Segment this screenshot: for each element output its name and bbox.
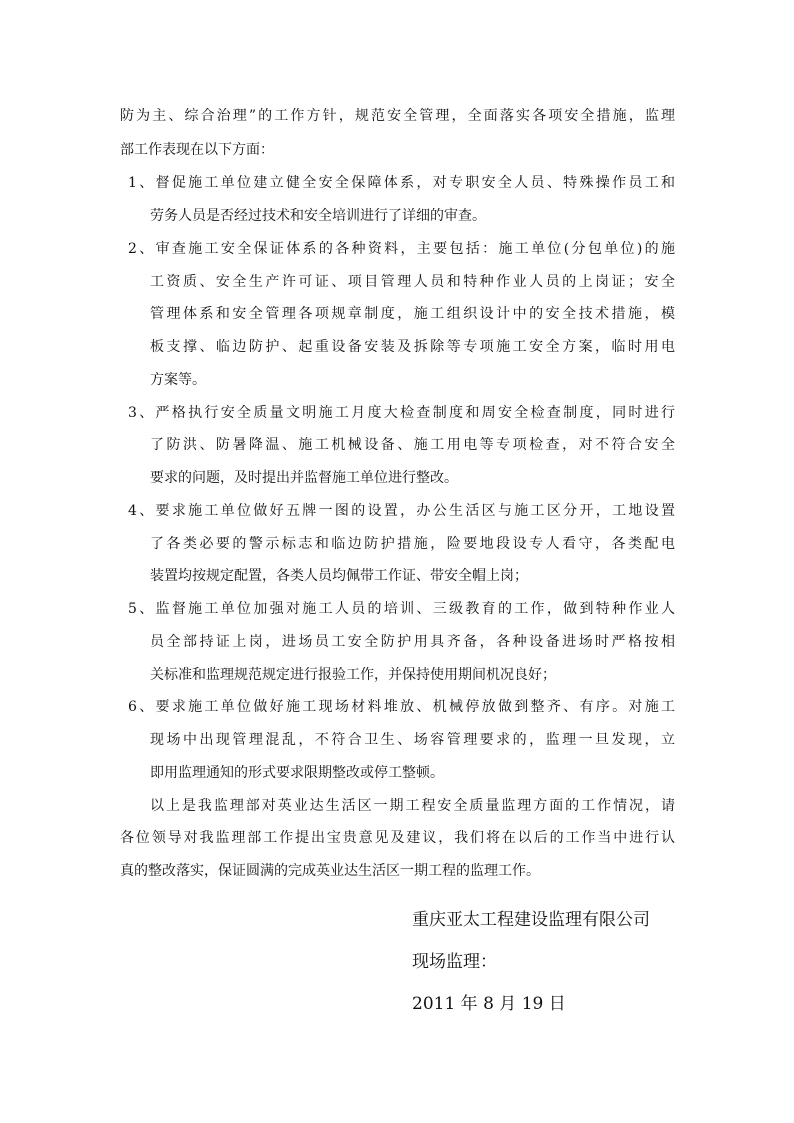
intro-line: 部工作表现在以下方面：: [120, 142, 274, 158]
list-item-5-line: 5、监督施工单位加强对施工人员的培训、三级教育的工作，做到特种作业人: [128, 601, 675, 617]
list-item-1-line: 1、督促施工单位建立健全安全保障体系，对专职安全人员、特殊操作员工和: [128, 175, 675, 191]
list-item-6-line: 即用监理通知的形式要求限期整改或停工整顿。: [150, 765, 444, 781]
list-item-4-line: 4、要求施工单位做好五牌一图的设置，办公生活区与施工区分开，工地设置: [128, 503, 675, 519]
list-item-6-line: 现场中出现管理混乱，不符合卫生、场容管理要求的，监理一旦发现，立: [150, 732, 675, 748]
list-item-2-line: 管理体系和安全管理各项规章制度，施工组织设计中的安全技术措施，模: [150, 306, 675, 322]
list-item-6-line: 6、要求施工单位做好施工现场材料堆放、机械停放做到整齐、有序。对施工: [128, 699, 675, 715]
list-item-1-line: 劳务人员是否经过技术和安全培训进行了详细的审查。: [150, 208, 486, 224]
signature-date: 2011 年 8 月 19 日: [412, 994, 566, 1014]
closing-line: 以上是我监理部对英业达生活区一期工程安全质量监理方面的工作情况，请: [150, 798, 675, 814]
list-item-2-line: 方案等。: [150, 372, 206, 388]
list-item-5-line: 员全部持证上岗，进场员工安全防护用具齐备，各种设备进场时严格按相: [150, 634, 675, 650]
signature-role: 现场监理：: [412, 952, 497, 972]
list-item-3-line: 要求的问题，及时提出并监督施工单位进行整改。: [150, 470, 458, 486]
list-item-4-line: 了各类必要的警示标志和临边防护措施，险要地段设专人看守，各类配电: [150, 536, 675, 552]
list-item-5-line: 关标准和监理规范规定进行报验工作，并保持使用期间机况良好；: [150, 667, 556, 683]
list-item-3-line: 了防洪、防暑降温、施工机械设备、施工用电等专项检查，对不符合安全: [150, 437, 675, 453]
list-item-2-line: 工资质、安全生产许可证、项目管理人员和特种作业人员的上岗证；安全: [150, 274, 675, 290]
signature-company: 重庆亚太工程建设监理有限公司: [412, 910, 650, 930]
list-item-2-line: 板支撑、临边防护、起重设备安装及拆除等专项施工安全方案，临时用电: [150, 339, 675, 355]
intro-line: 防为主、综合治理”的工作方针，规范安全管理，全面落实各项安全措施，监理: [120, 108, 675, 124]
list-item-4-line: 装置均按规定配置，各类人员均佩带工作证、带安全帽上岗；: [150, 568, 528, 584]
list-item-2-line: 2、审查施工安全保证体系的各种资料，主要包括：施工单位(分包单位)的施: [128, 241, 675, 257]
list-item-3-line: 3、严格执行安全质量文明施工月度大检查制度和周安全检查制度，同时进行: [128, 405, 675, 421]
closing-line: 各位领导对我监理部工作提出宝贵意见及建议，我们将在以后的工作当中进行认: [120, 830, 675, 846]
closing-line: 真的整改落实，保证圆满的完成英业达生活区一期工程的监理工作。: [120, 863, 540, 879]
